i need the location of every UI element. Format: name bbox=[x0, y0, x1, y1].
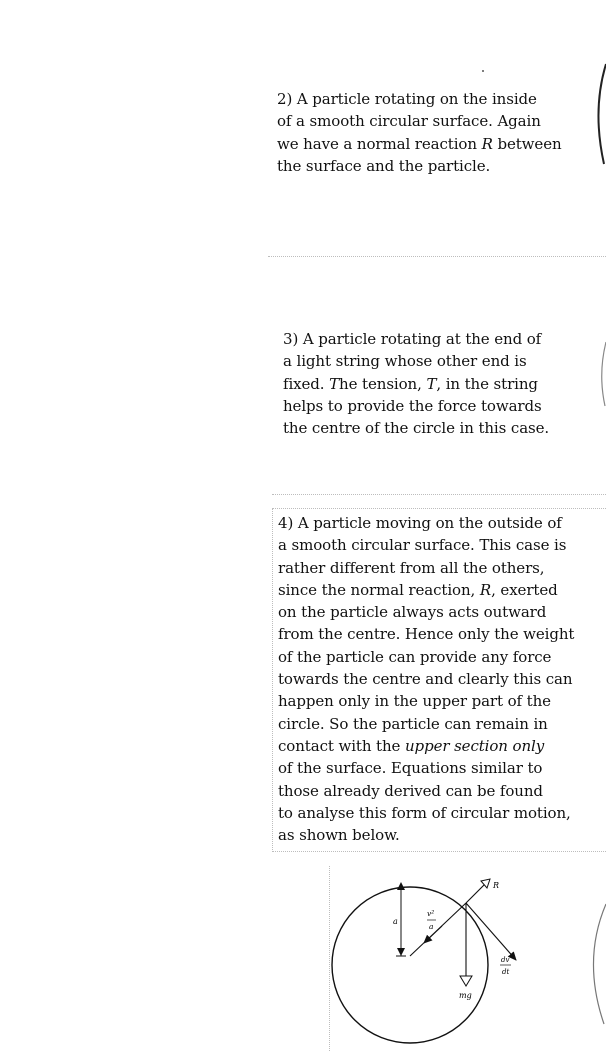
item-2-line: the surface and the particle. bbox=[277, 156, 491, 175]
item-3-line: helps to provide the force towards bbox=[283, 396, 542, 415]
item-4-line: 4) A particle moving on the outside of bbox=[278, 514, 562, 532]
label-R: R bbox=[493, 881, 500, 890]
item-4-line: since the normal reaction, R, exerted bbox=[278, 580, 558, 599]
item-3-line: 3) A particle rotating at the end of bbox=[283, 330, 542, 348]
item-4-line: those already derived can be found bbox=[278, 781, 543, 800]
item-2-line: 2) A particle rotating on the inside bbox=[277, 90, 537, 108]
reaction-line bbox=[466, 884, 485, 903]
item-2-paragraph bbox=[277, 88, 562, 177]
item-4-line: happen only in the upper part of the bbox=[278, 692, 551, 711]
item-4-line: of the particle can provide any force bbox=[278, 647, 552, 666]
label-a: a bbox=[393, 917, 398, 926]
label-dv: dv bbox=[501, 956, 510, 964]
main-circle bbox=[332, 887, 488, 1043]
item-4-line: on the particle always acts outward bbox=[278, 603, 547, 622]
scan-speck bbox=[482, 70, 484, 72]
edge-arc-bottom bbox=[582, 900, 606, 1030]
item-4-line: as shown below. bbox=[278, 826, 400, 845]
label-v2: v² bbox=[427, 909, 435, 918]
item-4-line: circle. So the particle can remain in bbox=[278, 714, 548, 733]
label-dt: dt bbox=[502, 968, 510, 976]
item-4-line: towards the centre and clearly this can bbox=[278, 670, 573, 689]
item-3-line: fixed. The tension, T, in the string bbox=[283, 374, 538, 393]
item-4-line: a smooth circular surface. This case is bbox=[278, 536, 567, 555]
separator-1 bbox=[268, 256, 606, 257]
item-2-line: we have a normal reaction R between bbox=[277, 134, 562, 153]
dimension-arrow-up bbox=[397, 882, 405, 890]
item-4-line: from the centre. Hence only the weight bbox=[278, 625, 575, 644]
item-4-paragraph bbox=[278, 512, 574, 846]
weight-arrowhead bbox=[460, 976, 472, 986]
item-4-line: to analyse this form of circular motion, bbox=[278, 803, 571, 822]
item-2-line: of a smooth circular surface. Again bbox=[277, 112, 541, 131]
item-4-line: of the surface. Equations similar to bbox=[278, 759, 543, 778]
item-3-line: the centre of the circle in this case. bbox=[283, 419, 550, 438]
item-4-line bbox=[278, 735, 574, 757]
circle-force-diagram bbox=[330, 868, 540, 1051]
edge-arc-top bbox=[590, 60, 606, 170]
separator-2 bbox=[272, 494, 606, 495]
tangential-arrow bbox=[466, 903, 516, 960]
item-3-line: a light string whose other end is bbox=[283, 352, 527, 371]
item-4-line: rather different from all the others, bbox=[278, 558, 545, 577]
label-a-den: a bbox=[429, 922, 434, 931]
item-3-paragraph bbox=[283, 328, 549, 439]
dimension-arrow-down bbox=[397, 948, 405, 956]
label-mg: mg bbox=[459, 991, 472, 1000]
item-4-line-with-italic: contact with the upper section only bbox=[278, 736, 545, 755]
edge-arc-middle bbox=[596, 340, 606, 410]
